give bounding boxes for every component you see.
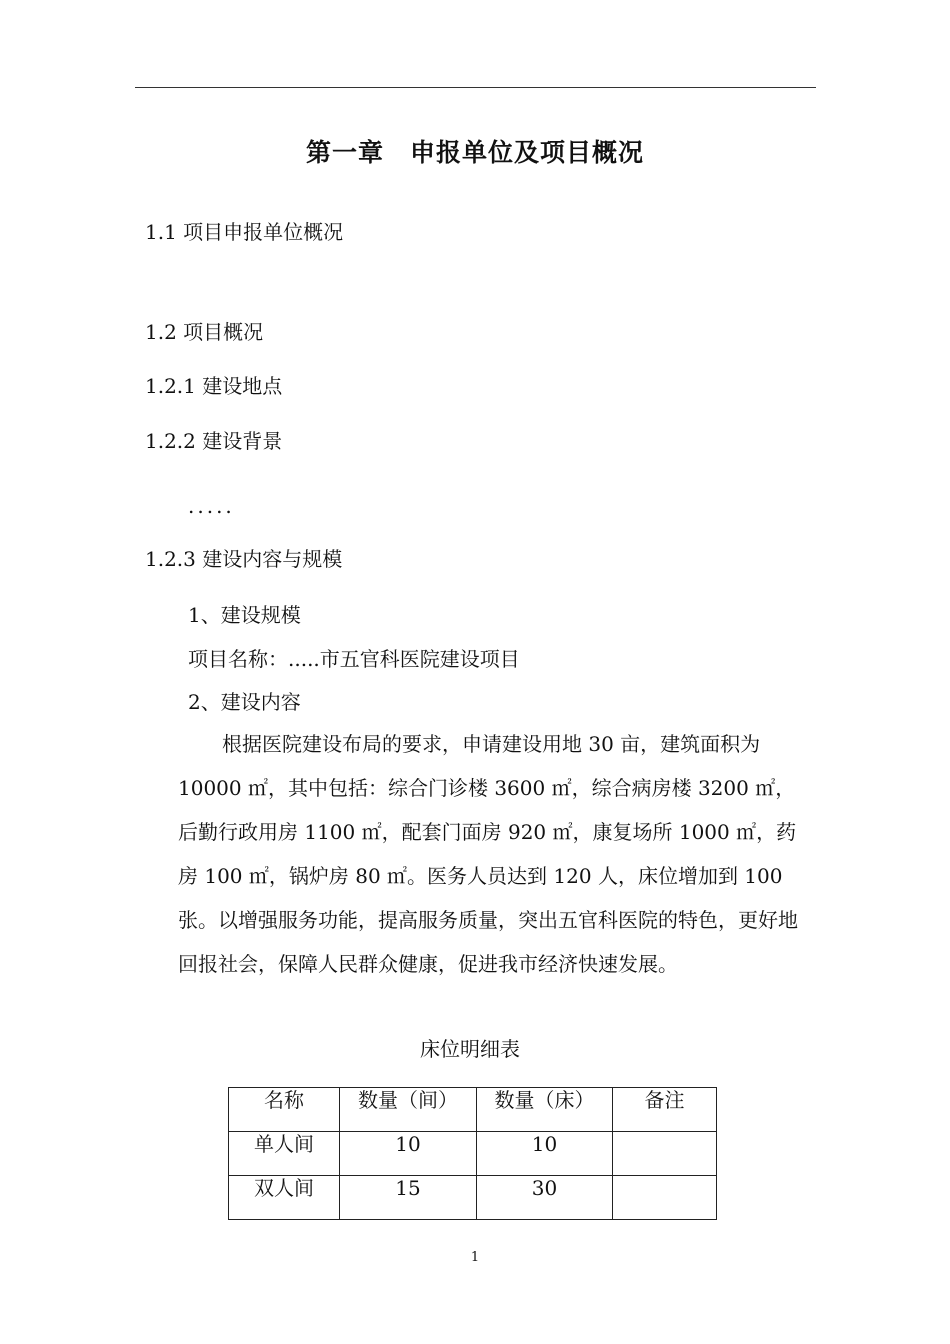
heading-1-2-3: 1.2.3 建设内容与规模 — [145, 547, 343, 571]
table-row — [229, 1132, 717, 1176]
table-header-cell: 数量（床） — [477, 1088, 613, 1132]
project-name: 项目名称：.....市五官科医院建设项目 — [188, 647, 520, 671]
table-cell — [613, 1132, 717, 1176]
content-label: 2、建设内容 — [188, 690, 301, 714]
table-cell: 10 — [340, 1132, 477, 1176]
page-number: 1 — [470, 1250, 480, 1265]
table-cell: 双人间 — [229, 1176, 340, 1220]
table-header-row — [229, 1088, 717, 1132]
chapter-title: 第一章 申报单位及项目概况 — [305, 138, 644, 167]
content-paragraph-block — [178, 722, 800, 986]
table-caption: 床位明细表 — [420, 1037, 520, 1061]
table-header-cell: 名称 — [229, 1088, 340, 1132]
heading-1-1: 1.1 项目申报单位概况 — [145, 220, 344, 244]
table-cell: 15 — [340, 1176, 477, 1220]
heading-1-2-2: 1.2.2 建设背景 — [145, 429, 283, 453]
table-header-cell: 备注 — [613, 1088, 717, 1132]
scale-label: 1、建设规模 — [188, 603, 301, 627]
heading-1-2-1: 1.2.1 建设地点 — [145, 374, 283, 398]
table-cell: 30 — [477, 1176, 613, 1220]
table-cell: 10 — [477, 1132, 613, 1176]
table-header-cell: 数量（间） — [340, 1088, 477, 1132]
ellipsis-text: ..... — [188, 494, 235, 518]
table-row — [229, 1176, 717, 1220]
table-cell: 单人间 — [229, 1132, 340, 1176]
heading-1-2: 1.2 项目概况 — [145, 320, 264, 344]
table-cell — [613, 1176, 717, 1220]
header-rule — [135, 87, 816, 88]
bed-detail-table — [228, 1087, 717, 1220]
content-paragraph: 根据医院建设布局的要求，申请建设用地 30 亩，建筑面积为 10000 ㎡，其中包括：综合门诊楼 3600 ㎡，综合病房楼 3200 ㎡，后勤行政用房 1100 ㎡，配套门面房 920 ㎡，康复场所 1000 ㎡，药房 100 ㎡，锅炉房 80 ㎡。医务人员达到 120 人，床位增加到 100 张。以增强服务功能，提高服务质量，突出五官科医院的特色，更好地回报社会，保障人民群众健康，促进我市经济快速发展。 — [178, 732, 798, 976]
